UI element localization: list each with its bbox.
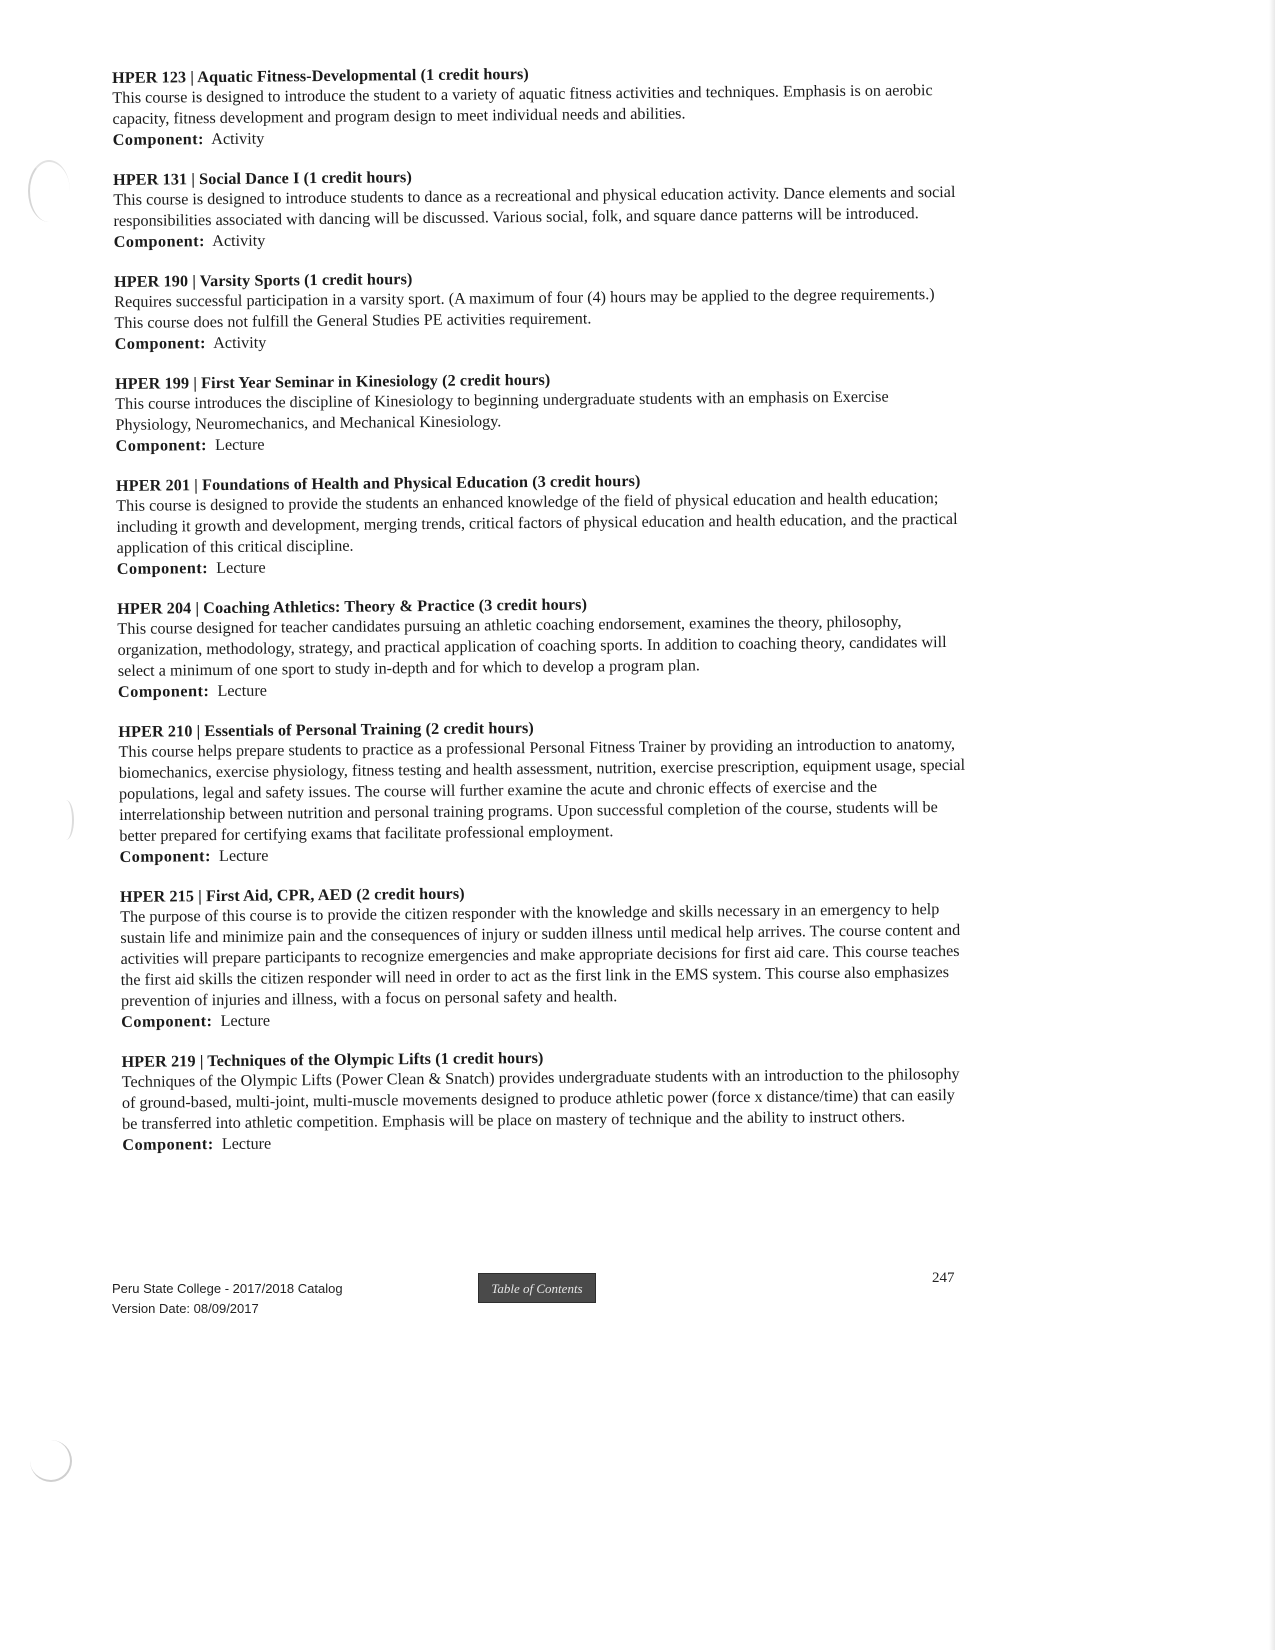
course-description: This course is designed to introduce the student to a variety of aquatic fitness activities and techniques. Emphasis is on aerobic capacity, fitness development and program design to meet individual needs and abilities. [112, 81, 933, 128]
component-value: Activity [211, 129, 265, 149]
course-entry [120, 879, 971, 1033]
course-description: This course is designed to provide the students an enhanced knowledge of the field of physical education and health education; including it growth and development, merging trends, critical factors of physical education and health education, and the practical application of this critical discipline. [116, 489, 958, 557]
course-description: This course designed for teacher candidates pursuing an athletic coaching endorsement, examines the theory, philosophy, organization, methodology, strategy, and practical application of coaching sports. In addition to coaching theory, candidates will select a minimum of one sport to study in-depth and for which to develop a program plan. [117, 612, 947, 680]
course-description: Requires successful participation in a varsity sport. (A maximum of four (4) hours may be applied to the degree requirements.) This course does not fulfill the General Studies PE activities requirement. [114, 285, 935, 332]
component-label: Component: [117, 682, 210, 701]
component-value: Lecture [218, 846, 269, 866]
component-value: Lecture [214, 435, 265, 455]
course-title: HPER 219 | Techniques of the Olympic Lifts (1 credit hours) [121, 1048, 544, 1071]
component-label: Component: [115, 436, 208, 455]
component-value: Lecture [217, 681, 267, 701]
component-value: Activity [213, 333, 267, 353]
course-entry [116, 468, 967, 580]
course-title: HPER 210 | Essentials of Personal Training (2 credit hours) [118, 718, 534, 741]
component-label: Component: [113, 232, 206, 251]
course-description: The purpose of this course is to provide the citizen responder with the knowledge and skills necessary in an emergency to help sustain life and minimize pain and the consequences of injury or sudden illness until medical help arrives. The course content and activities will prepare participants to recognize emergencies and make appropriate decisions for first aid care. This course teaches the first aid skills the citizen responder will need in order to act as the first link in the EMS system. This course also emphasizes prevention of injuries and illness, with a focus on personal safety and health. [120, 900, 961, 1010]
page-number: 247 [932, 1270, 955, 1286]
scan-artifact [30, 1440, 72, 1482]
course-title: HPER 199 | First Year Seminar in Kinesiology (2 credit hours) [114, 370, 551, 393]
course-list [112, 60, 973, 1175]
component-label: Component: [119, 847, 211, 866]
scan-artifact [58, 800, 74, 840]
course-entry [112, 60, 963, 151]
table-of-contents-button[interactable]: Table of Contents [478, 1273, 596, 1303]
course-entry [115, 366, 966, 457]
course-description: Techniques of the Olympic Lifts (Power Clean & Snatch) provides undergraduate students with an introduction to the philosophy of ground-based, multi-joint, multi-muscle movements designed to produce athletic power (force x distance/time) that can easily be transferred into athletic competition. Emphasis will be place on mastery of technique and the ability to instruct others. [121, 1064, 960, 1133]
course-title: HPER 131 | Social Dance I (1 credit hours) [112, 168, 412, 189]
footer-catalog-info [112, 1279, 343, 1319]
course-description: This course is designed to introduce students to dance as a recreational and physical education activity. Dance elements and social responsibilities associated with dancing will be discussed. Various social, folk, and square dance patterns will be introduced. [113, 182, 956, 230]
course-description: This course introduces the discipline of Kinesiology to beginning undergraduate students with an emphasis on Exercise Physiology, Neuromechanics, and Mechanical Kinesiology. [115, 387, 889, 434]
component-label: Component: [122, 1135, 214, 1154]
scan-edge-shadow [1269, 0, 1275, 1650]
course-title: HPER 190 | Varsity Sports (1 credit hours) [113, 270, 413, 291]
course-description: This course helps prepare students to practice as a professional Personal Fitness Trainer by providing an introduction to anatomy, biomechanics, exercise physiology, fitness testing and health assessment, nutrition, exercise prescription, equipment usage, special populations, legal and safety issues. The course will further examine the acute and chronic effects of exercise and the interrelationship between nutrition and personal training programs. Upon successful completion of the course, students will be better prepared for certifying exams that facilitate professional employment. [118, 734, 966, 845]
course-entry [121, 1044, 972, 1156]
course-entry [118, 714, 969, 868]
version-date: Version Date: 08/09/2017 [112, 1301, 259, 1316]
course-title: HPER 215 | First Aid, CPR, AED (2 credit hours) [119, 884, 465, 906]
course-entry [114, 264, 965, 355]
course-entry [117, 591, 968, 703]
component-label: Component: [114, 334, 207, 353]
course-title: HPER 204 | Coaching Athletics: Theory & Practice (3 credit hours) [117, 595, 588, 618]
component-label: Component: [112, 130, 205, 149]
course-entry [113, 162, 964, 253]
scan-artifact [28, 160, 70, 222]
component-value: Lecture [221, 1134, 272, 1153]
component-value: Lecture [216, 558, 266, 578]
component-value: Lecture [220, 1011, 271, 1031]
course-title: HPER 123 | Aquatic Fitness-Developmental (1 credit hours) [112, 64, 529, 87]
component-label: Component: [116, 559, 209, 578]
component-value: Activity [212, 231, 266, 251]
course-title: HPER 201 | Foundations of Health and Physical Education (3 credit hours) [115, 471, 641, 495]
component-label: Component: [121, 1012, 213, 1031]
catalog-name: Peru State College - 2017/2018 Catalog [112, 1281, 343, 1296]
